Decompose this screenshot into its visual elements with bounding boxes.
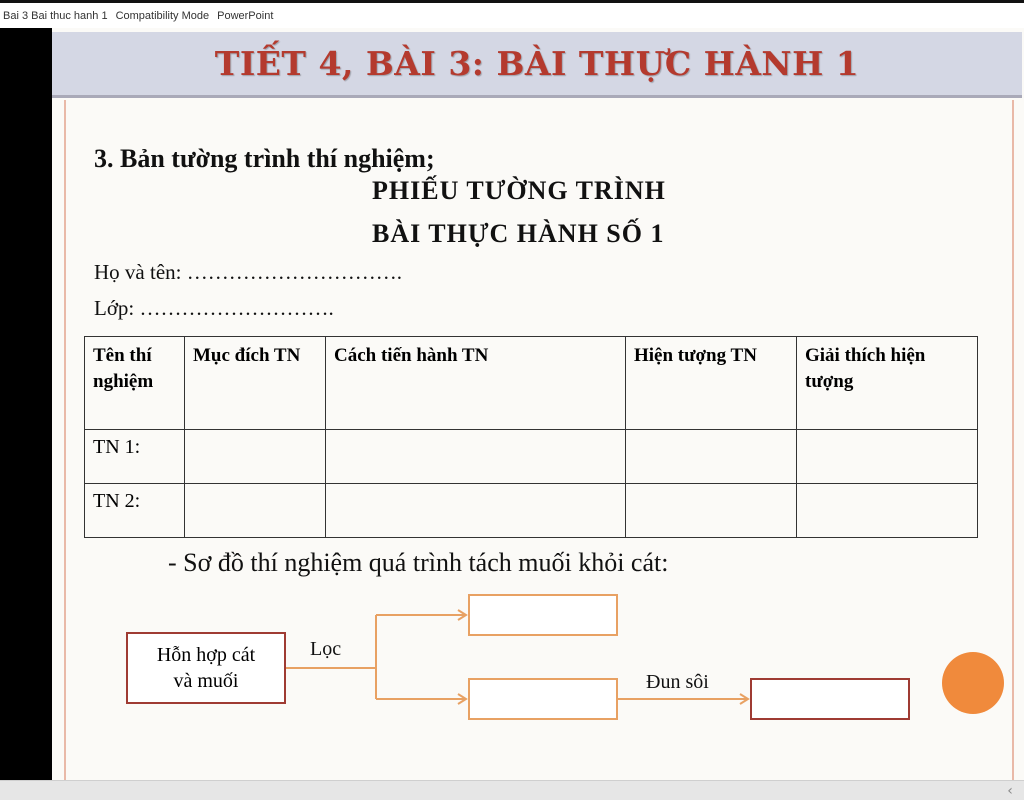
table-cell — [185, 484, 326, 538]
start-box-mixture — [126, 632, 286, 704]
start-box-line2: và muối — [173, 670, 239, 692]
student-class-field: Lớp: ………………………. — [94, 296, 334, 320]
start-box-line1: Hỗn hợp cát — [156, 644, 256, 666]
compatibility-mode-label: Compatibility Mode — [115, 9, 210, 22]
table-cell: TN 1: — [85, 430, 185, 484]
section-heading: 3. Bản tường trình thí nghiệm; — [94, 144, 435, 173]
column-header: Tên thí nghiệm — [85, 337, 185, 430]
blank-box-bottom — [468, 678, 618, 720]
bottom-nav-bar — [0, 780, 1024, 800]
slide-title: TIẾT 4, BÀI 3: BÀI THỰC HÀNH 1 — [214, 44, 860, 83]
form-title-line2: BÀI THỰC HÀNH SỐ 1 — [372, 219, 665, 248]
boil-label: Đun sôi — [646, 671, 709, 693]
filter-label: Lọc — [310, 638, 342, 660]
slide-canvas — [52, 28, 1024, 780]
student-name-field: Họ và tên: …………………………. — [94, 260, 402, 284]
table-cell — [626, 484, 797, 538]
decorative-circle — [942, 652, 1004, 714]
diagram-caption: - Sơ đồ thí nghiệm quá trình tách muối khỏi cát: — [168, 548, 669, 577]
table-cell: TN 2: — [85, 484, 185, 538]
app-name: PowerPoint — [217, 9, 274, 22]
table-cell — [797, 484, 978, 538]
chevron-left-icon[interactable]: ‹ — [1007, 783, 1013, 799]
blank-box-top — [468, 594, 618, 636]
table-cell — [185, 430, 326, 484]
column-header: Hiện tượng TN — [626, 337, 797, 430]
table-cell — [326, 430, 626, 484]
table-row — [85, 430, 978, 484]
blank-box-final — [750, 678, 910, 720]
table-cell — [326, 484, 626, 538]
table-header-row — [85, 337, 978, 430]
column-header: Mục đích TN — [185, 337, 326, 430]
form-title-line1: PHIẾU TƯỜNG TRÌNH — [372, 176, 666, 205]
title-band — [52, 32, 1022, 98]
table-cell — [797, 430, 978, 484]
window-title-bar — [0, 0, 1024, 28]
column-header: Cách tiến hành TN — [326, 337, 626, 430]
column-header: Giải thích hiện tượng — [797, 337, 978, 430]
table-row — [85, 484, 978, 538]
table-cell — [626, 430, 797, 484]
lab-report-table — [84, 336, 978, 538]
file-name: Bai 3 Bai thuc hanh 1 — [3, 9, 108, 22]
left-black-strip — [0, 28, 52, 780]
